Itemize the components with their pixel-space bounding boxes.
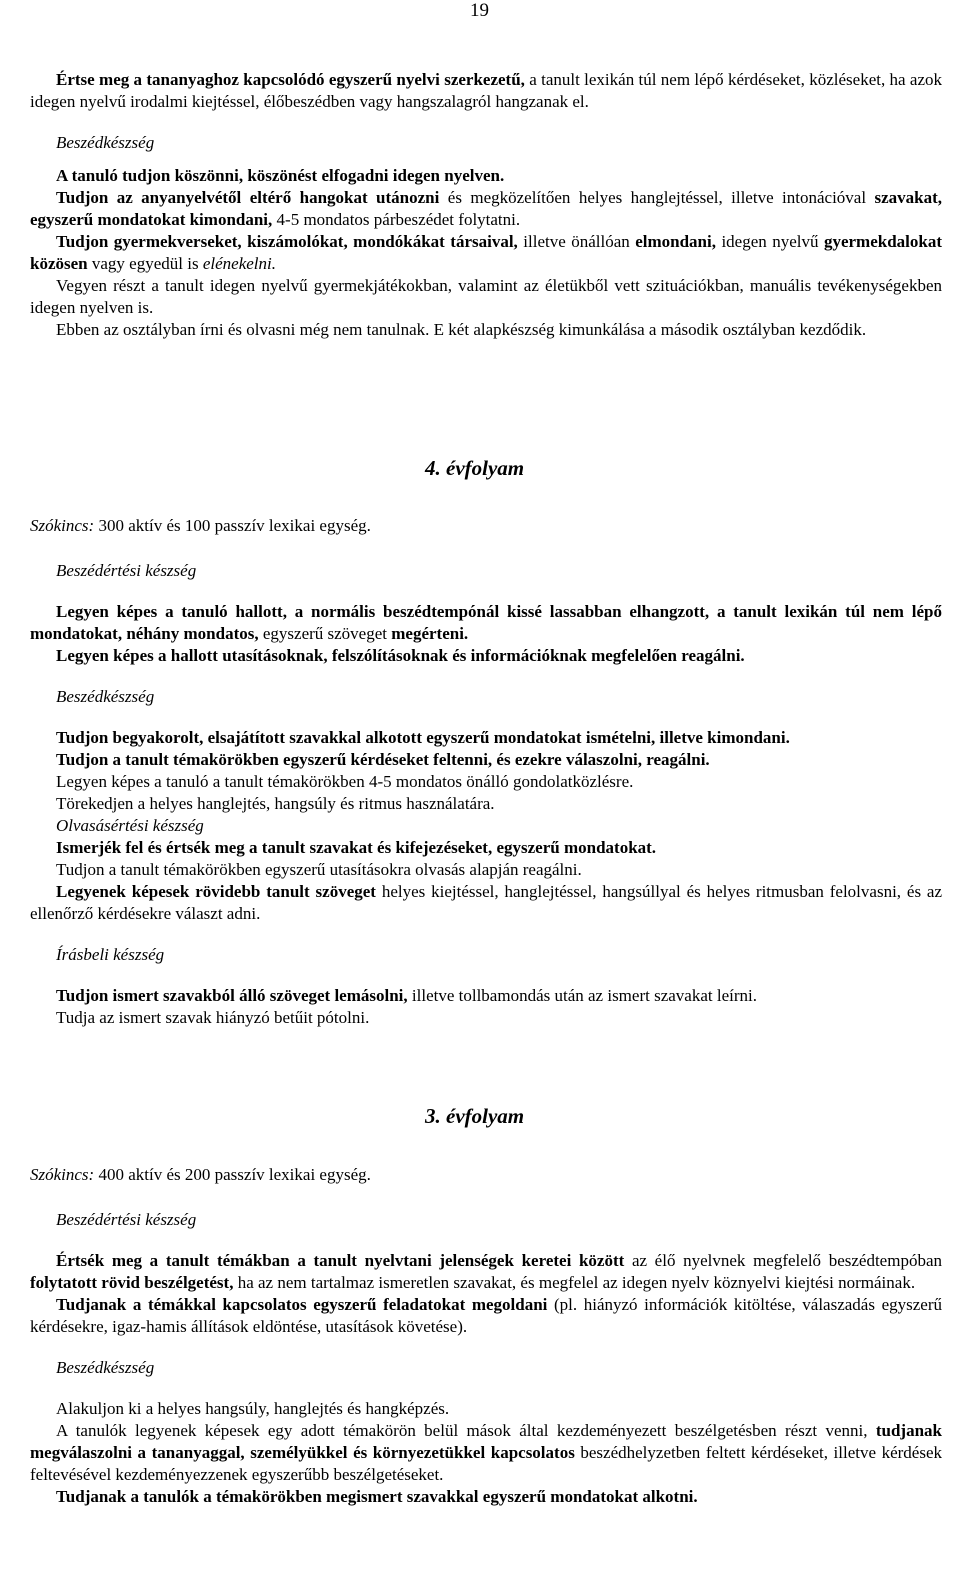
grade-4-writing-2: Tudja az ismert szavak hiányzó betűit pótolni.: [56, 1008, 370, 1027]
paragraph-greeting: A tanuló tudjon köszönni, köszönést elfogadni idegen nyelven.: [56, 166, 505, 185]
grade-4-reading-1: Ismerjék fel és értsék meg a tanult szavakat és kifejezéseket, egyszerű mondatokat.: [56, 838, 657, 857]
grade-4-speaking-2: Tudjon a tanult témakörökben egyszerű kérdéseket feltenni, és ezekre válaszolni, reagálni.: [56, 750, 710, 769]
grade-4-heading-speaking: Beszédkészség: [56, 687, 155, 706]
grade-4-listening-1: Legyen képes a tanuló hallott, a normális beszédtempónál kissé lassabban elhangzott, a tanult lexikán túl nem lépő mondatokat, néhány mondatos, egyszerű szöveget megérteni.: [30, 602, 942, 643]
grade-4-listening-2: Legyen képes a hallott utasításoknak, felszólításoknak és információknak megfelelően reagálni.: [56, 646, 745, 665]
grade-4-reading-3: Legyenek képesek rövidebb tanult szöveget helyes kiejtéssel, hanglejtéssel, hangsúllyal és helyes ritmusban felolvasni, és az ellenőrző kérdésekre választ adni.: [30, 882, 942, 923]
grade-3-vocabulary: Szókincs: 400 aktív és 200 passzív lexikai egység.: [30, 1165, 371, 1184]
grade-4-vocabulary: Szókincs: 300 aktív és 100 passzív lexikai egység.: [30, 516, 371, 535]
grade-4-speaking-4: Törekedjen a helyes hanglejtés, hangsúly és ritmus használatára.: [56, 794, 495, 813]
paragraph-rhymes: Tudjon gyermekverseket, kiszámolókat, mondókákat társaival, illetve önállóan elmondani, idegen nyelvű gyermekdalokat közösen vagy egyedül is elénekelni.: [30, 232, 943, 273]
grade-3-speaking-1: Alakuljon ki a helyes hangsúly, hanglejtés és hangképzés.: [56, 1399, 450, 1418]
paragraph-no-writing: Ebben az osztályban írni és olvasni még nem tanulnak. E két alapkészség kimunkálása a második osztályban kezdődik.: [56, 320, 867, 339]
grade-4-reading-2: Tudjon a tanult témakörökben egyszerű utasításokra olvasás alapján reagálni.: [56, 860, 582, 879]
paragraph-listening-intro: Értse meg a tananyaghoz kapcsolódó egyszerű nyelvi szerkezetű, a tanult lexikán túl nem lépő kérdéseket, közléseket, ha azok idegen nyelvű irodalmi kiejtéssel, élőbeszédben vagy hangszalagról hangzanak el.: [30, 70, 943, 111]
grade-4-speaking-1: Tudjon begyakorolt, elsajátított szavakkal alkotott egyszerű mondatokat ismételni, illetve kimondani.: [56, 728, 790, 747]
grade-4-heading-listening: Beszédértési készség: [56, 561, 197, 580]
grade-4-heading-writing: Írásbeli készség: [56, 945, 165, 964]
paragraph-sounds: Tudjon az anyanyelvétől eltérő hangokat utánozni és megközelítően helyes hanglejtéssel, illetve intonációval szavakat, egyszerű mondatokat kimondani, 4-5 mondatos párbeszédet folytatni.: [30, 188, 943, 229]
grade-3-heading-speaking: Beszédkészség: [56, 1358, 155, 1377]
heading-speaking: Beszédkészség: [56, 133, 155, 152]
grade-4-speaking-3: Legyen képes a tanuló a tanult témakörökben 4-5 mondatos önálló gondolatközlésre.: [56, 772, 634, 791]
grade-3-title: 3. évfolyam: [425, 1104, 525, 1128]
grade-4-writing-1: Tudjon ismert szavakból álló szöveget lemásolni, illetve tollbamondás után az ismert szavakat leírni.: [56, 986, 757, 1005]
grade-3-listening-2: Tudjanak a témákkal kapcsolatos egyszerű feladatokat megoldani (pl. hiányzó információk kitöltése, válaszadás egyszerű kérdésekre, igaz-hamis állítások eldöntése, utasítások követése).: [30, 1295, 942, 1336]
grade-4-section: [30, 560, 942, 1029]
grade-3-listening-1: Értsék meg a tanult témákban a tanult nyelvtani jelenségek keretei között az élő nyelvnek megfelelő beszédtempóban folytatott rövid beszélgetést, ha az nem tartalmaz ismeretlen szavakat, és megfelel az idegen nyelv köznyelvi kiejtési normáinak.: [30, 1251, 942, 1292]
grade-3-speaking-3: Tudjanak a tanulók a témakörökben megismert szavakkal egyszerű mondatokat alkotni.: [56, 1487, 698, 1506]
grade-3-speaking-2: A tanulók legyenek képesek egy adott témakörön belül mások által kezdeményezett beszélgetésben részt venni, tudjanak megválaszolni a tananyaggal, személyükkel és környezetükkel kapcsolatos beszédhelyzetben feltett kérdéseket, illetve kérdések feltevésével kezdeményezzenek egyszerűbb beszélgetéseket.: [30, 1421, 942, 1484]
grade-3-heading-listening: Beszédértési készség: [56, 1210, 197, 1229]
page-number: 19: [470, 0, 489, 21]
paragraph-games: Vegyen részt a tanult idegen nyelvű gyermekjátékokban, valamint az életükből vett szituációkban, manuális tevékenységekben idegen nyelven is.: [30, 276, 942, 317]
grade-3-section: [30, 1209, 942, 1508]
grade-4-title: 4. évfolyam: [425, 456, 525, 480]
grade-4-heading-reading: Olvasásértési készség: [56, 816, 204, 835]
top-section: [30, 69, 942, 341]
